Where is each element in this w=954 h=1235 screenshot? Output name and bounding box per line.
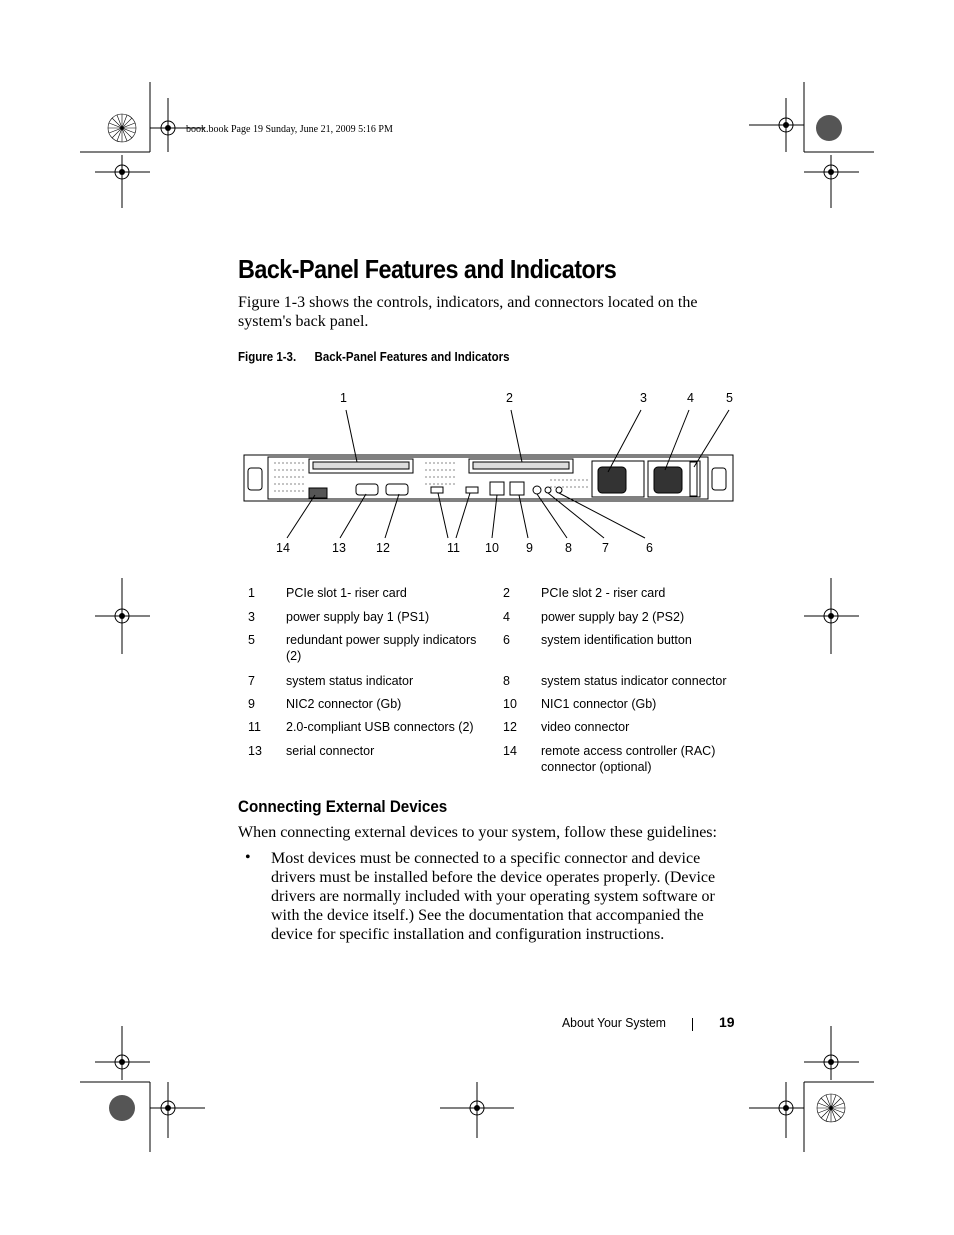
callout-11: 11 [447,541,460,555]
legend-row [238,609,738,632]
legend-number: 4 [503,610,510,624]
legend-number: 3 [248,610,255,624]
legend-number: 1 [248,586,255,600]
legend-number: 8 [503,674,510,688]
bullet-item: Most devices must be connected to a specific connector and device drivers must be installed before the device operates properly. (Device drivers are normally included with your operating system software or with the device itself.) See the documentation that accompanied the device for specific installation and configuration instructions. [271,850,716,943]
legend-number: 12 [503,720,517,734]
legend-description: NIC2 connector (Gb) [286,697,402,711]
footer-section-title: About Your System [562,1015,666,1030]
legend-description: power supply bay 1 (PS1) [286,610,430,624]
callout-6: 6 [646,541,653,555]
callout-14: 14 [276,541,290,555]
legend-row [238,632,738,673]
legend-number: 7 [248,674,255,688]
legend-description: NIC1 connector (Gb) [541,697,657,711]
callout-3: 3 [640,391,647,405]
page-number: 19 [719,1014,735,1030]
figure-number: Figure 1-3. [238,350,297,364]
callout-4: 4 [687,391,694,405]
callout-8: 8 [565,541,572,555]
callout-10: 10 [485,541,499,555]
callout-2: 2 [506,391,513,405]
legend-number: 14 [503,744,517,758]
legend-number: 5 [248,633,255,647]
legend-description: redundant power supply indicators (2) [286,633,477,663]
bullet-marker: • [245,849,251,866]
figure-legend-table [238,585,738,779]
callout-9: 9 [526,541,533,555]
callout-12: 12 [376,541,390,555]
legend-number: 10 [503,697,517,711]
legend-number: 9 [248,697,255,711]
callout-5: 5 [726,391,733,405]
figure-title: Back-Panel Features and Indicators [314,350,510,364]
legend-row [238,585,738,609]
legend-number: 11 [248,720,261,734]
footer-separator [692,1018,693,1031]
legend-description: video connector [541,720,630,734]
subsection-title: Connecting External Devices [238,798,448,816]
legend-description: system status indicator connector [541,674,727,688]
subsection-intro: When connecting external devices to your system, follow these guidelines: [238,824,717,841]
rac-connector [309,488,327,498]
page-title: Back-Panel Features and Indicators [238,254,617,284]
legend-row [238,696,738,719]
callout-7: 7 [602,541,609,555]
print-header: book.book Page 19 Sunday, June 21, 2009 5:16 PM [186,124,393,135]
legend-description: 2.0-compliant USB connectors (2) [286,720,474,734]
legend-number: 6 [503,633,510,647]
callout-1: 1 [340,391,347,405]
legend-number: 13 [248,744,262,758]
legend-description: system identification button [541,633,692,647]
legend-number: 2 [503,586,510,600]
legend-description: system status indicator [286,674,414,688]
legend-description: power supply bay 2 (PS2) [541,610,685,624]
legend-row [238,673,738,696]
legend-row [238,719,738,743]
callout-13: 13 [332,541,346,555]
legend-row [238,743,738,779]
legend-description: PCIe slot 1- riser card [286,586,407,600]
legend-description: remote access controller (RAC) connector (optional) [541,744,716,774]
legend-description: serial connector [286,744,375,758]
intro-paragraph: Figure 1-3 shows the controls, indicators, and connectors located on the system's back panel. [238,294,698,330]
legend-description: PCIe slot 2 - riser card [541,586,666,600]
